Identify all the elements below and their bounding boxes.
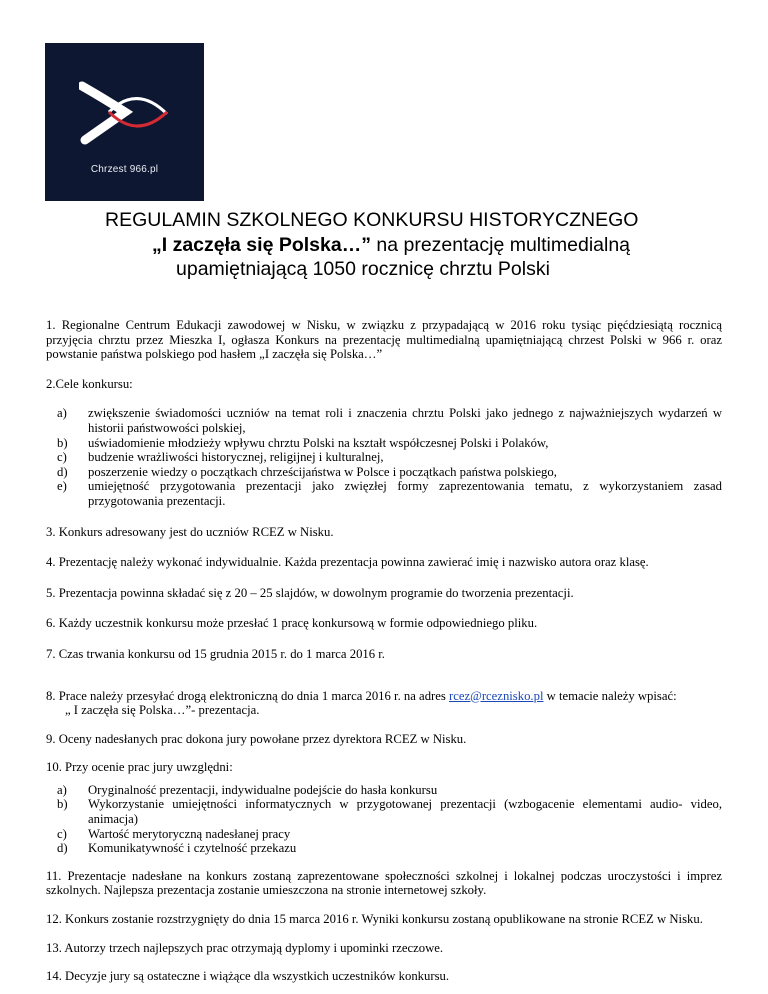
section-5: 5. Prezentacja powinna składać się z 20 – 25 slajdów, w dowolnym programie do tworzenia prezentacji. [46, 585, 574, 600]
fish-chi-rho-icon [79, 78, 171, 150]
section-12: 12. Konkurs zostanie rozstrzygnięty do dnia 15 marca 2016 r. Wyniki konkursu zostaną opublikowane na stronie RCEZ w Nisku. [46, 912, 703, 927]
list-item: e) umiejętność przygotowania prezentacji jako zwięzłej formy zaprezentowania tematu, z wykorzystaniem zasad przygotowania prezentacji. [57, 479, 722, 508]
criteria-list [46, 783, 722, 856]
section-2-heading: 2.Cele konkursu: [46, 376, 133, 391]
list-item: c) budzenie wrażliwości historycznej, religijnej i kulturalnej, [57, 450, 384, 465]
list-item: a) zwiększenie świadomości uczniów na temat roli i znaczenia chrztu Polski jako jednego z najważniejszych wydarzeń w historii państwowości polskiej, [57, 406, 722, 435]
goals-list [46, 406, 722, 508]
section-1: 1. Regionalne Centrum Edukacji zawodowej w Nisku, w związku z przypadającą w 2016 roku tysiąc pięćdziesiątą rocznicą przyjęcia chrztu przez Mieszka I, ogłasza Konkurs na prezentację multimedialną upamiętniającą chrzest Polski w 966 r. oraz powstanie państwa polskiego pod hasłem „I zaczęła się Polska…” [46, 318, 722, 362]
regulations-body [46, 318, 722, 984]
section-7: 7. Czas trwania konkursu od 15 grudnia 2015 r. do 1 marca 2016 r. [46, 646, 385, 661]
list-item: c) Wartość merytoryczną nadesłanej pracy [57, 826, 291, 841]
section-8-subject: „ I zaczęła się Polska…”- prezentacja. [65, 703, 260, 718]
section-14: 14. Decyzje jury są ostateczne i wiążące dla wszystkich uczestników konkursu. [46, 969, 450, 984]
list-item: d) poszerzenie wiedzy o początkach chrześcijaństwa w Polsce i początkach państwa polskiego, [57, 464, 557, 479]
section-3: 3. Konkurs adresowany jest do uczniów RCEZ w Nisku. [46, 524, 334, 539]
logo [45, 43, 204, 201]
list-item: d) Komunikatywność i czytelność przekazu [57, 841, 297, 856]
section-10-heading: 10. Przy ocenie prac jury uwzględni: [46, 760, 233, 775]
section-13: 13. Autorzy trzech najlepszych prac otrzymają dyplomy i upominki rzeczowe. [46, 940, 444, 955]
logo-text: Chrzest 966.pl [90, 164, 159, 175]
section-6: 6. Każdy uczestnik konkursu może przesłać 1 pracę konkursową w formie odpowiedniego pliku. [46, 616, 538, 631]
section-11: 11. Prezentacje nadesłane na konkurs zostaną zaprezentowane społeczności szkolnej i lokalnej podczas uroczystości i imprez szkolnych. Najlepsza prezentacja zostanie umieszczona na stronie internetowej szkoły. [46, 868, 722, 898]
list-item: b) uświadomienie młodzieży wpływu chrztu Polski na kształt współczesnej Polski i Polaków, [57, 435, 549, 450]
title-line-2 [152, 234, 630, 256]
title-line-1: REGULAMIN SZKOLNEGO KONKURSU HISTORYCZNEGO [105, 209, 639, 231]
email-link[interactable]: rcez@rceznisko.pl [449, 688, 544, 703]
section-9: 9. Oceny nadesłanych prac dokona jury powołane przez dyrektora RCEZ w Nisku. [46, 731, 467, 746]
title-line-2-rest: na prezentację multimedialną [370, 234, 631, 256]
section-8: 8. Prace należy przesyłać drogą elektroniczną do dnia 1 marca 2016 r. na adres rcez@rceznisko.pl w temacie należy wpisać: [46, 688, 677, 703]
contest-slogan: „I zaczęła się Polska…” [152, 234, 371, 256]
list-item: a) Oryginalność prezentacji, indywidualne podejście do hasła konkursu [57, 782, 438, 797]
section-4: 4. Prezentację należy wykonać indywidualnie. Każda prezentacja powinna zawierać imię i nazwisko autora oraz klasę. [46, 555, 649, 570]
title-line-3: upamiętniającą 1050 rocznicę chrztu Polski [176, 258, 550, 280]
list-item: b) Wykorzystanie umiejętności informatycznych w przygotowanej prezentacji (wzbogacenie elementami audio- video, animacja) [57, 797, 722, 827]
